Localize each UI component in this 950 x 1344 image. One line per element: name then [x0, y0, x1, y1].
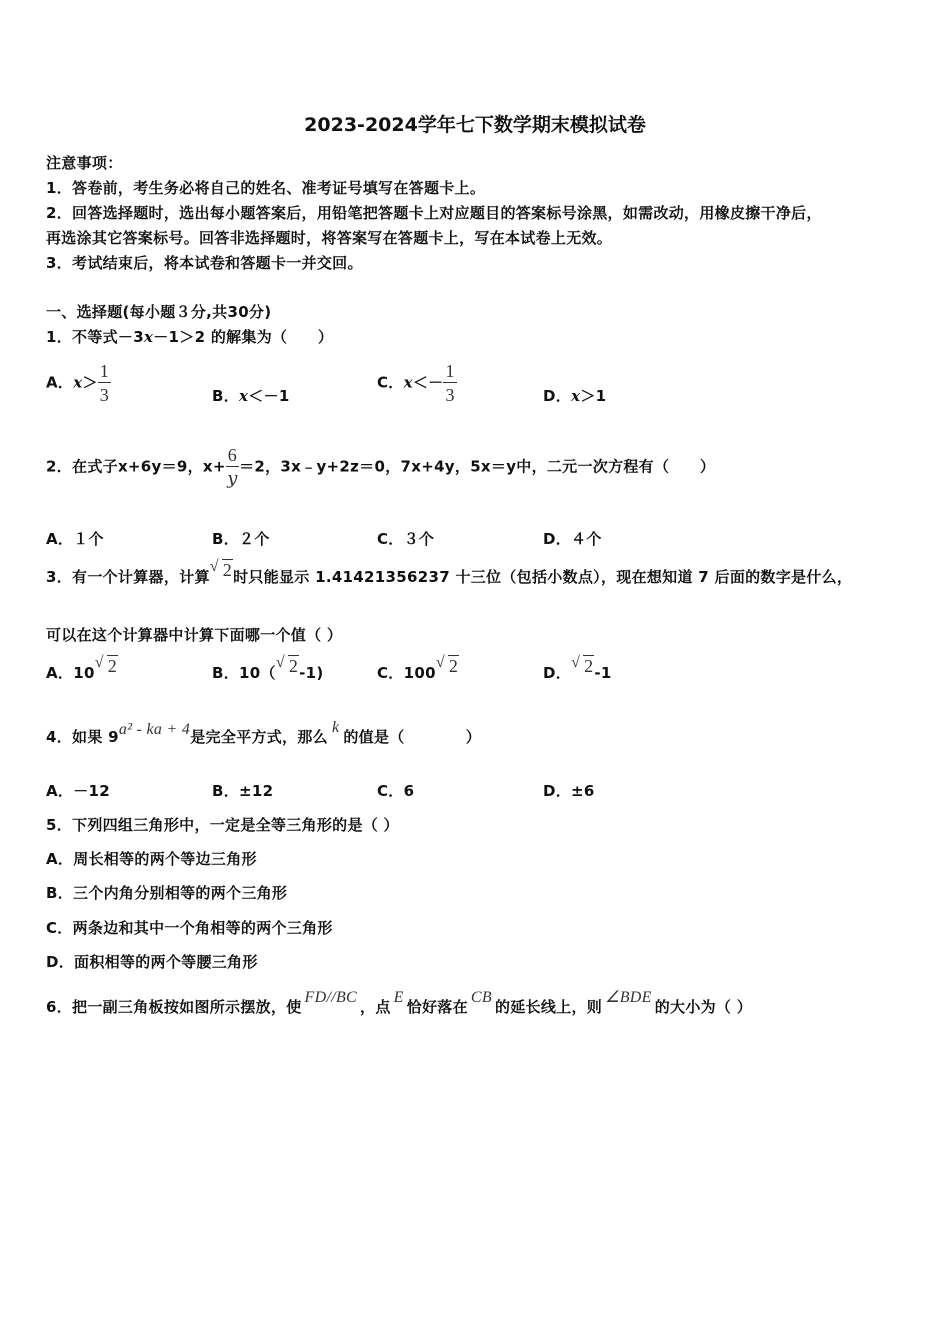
- question-5-option-c[interactable]: C．两条边和其中一个角相等的两个三角形: [46, 919, 333, 937]
- question-4-option-c[interactable]: C．6: [377, 782, 415, 800]
- question-3-option-b[interactable]: B．10（ √ 2-1): [212, 654, 324, 682]
- question-4-option-d[interactable]: D．±6: [543, 782, 595, 800]
- question-2-option-b[interactable]: B．２个: [212, 530, 270, 548]
- question-3-option-c[interactable]: C．100 √ 2: [377, 654, 459, 682]
- question-4-option-a[interactable]: A．－12: [46, 782, 110, 800]
- question-1-option-d[interactable]: D．x＞1: [543, 387, 607, 405]
- question-1-option-c[interactable]: C．x＜－ $\frac{1}{3}$: [377, 361, 455, 405]
- question-4-stem: 4．如果 9a² - ka + 4是完全平方式，那么k的值是（ ）: [46, 719, 482, 746]
- question-1-option-b[interactable]: B．x＜－1: [212, 387, 290, 405]
- page-title: 2023-2024学年七下数学期末模拟试卷: [304, 114, 646, 136]
- question-1-option-a[interactable]: A．x＞ $\frac{1}{3}$: [46, 361, 110, 405]
- question-6-stem: 6．把一副三角板按如图所示摆放，使FD//BC，点E恰好落在CB的延长线上，则∠BDE的大小为（ ）: [46, 989, 753, 1016]
- question-2-option-c[interactable]: C．３个: [377, 530, 435, 548]
- question-5-option-a[interactable]: A．周长相等的两个等边三角形: [46, 850, 257, 868]
- question-3-option-a[interactable]: A．10 √ 2: [46, 654, 117, 682]
- section-heading: 一、选择题(每小题３分,共30分): [46, 303, 272, 321]
- question-3-option-d[interactable]: D． √ 2-1: [543, 654, 612, 682]
- question-5-option-b[interactable]: B．三个内角分别相等的两个三角形: [46, 884, 288, 902]
- notice-item-3: 3．考试结束后，将本试卷和答题卡一并交回。: [46, 254, 363, 272]
- question-5-stem: 5．下列四组三角形中，一定是全等三角形的是（ ）: [46, 816, 399, 834]
- notice-item-2-cont: 再选涂其它答案标号。回答非选择题时，将答案写在答题卡上，写在本试卷上无效。: [46, 229, 613, 247]
- question-2-stem: 2．在式子x+6y＝9，x+ $\frac{6}{y}$ ＝2，3x﹣y+2z＝0，7x+4y，5x＝y中，二元一次方程有（ ）: [46, 445, 716, 489]
- notice-heading: 注意事项：: [46, 154, 123, 172]
- question-1-stem: 1．不等式－3x－1＞2 的解集为（ ）: [46, 328, 334, 346]
- question-4-option-b[interactable]: B．±12: [212, 782, 274, 800]
- notice-item-2: 2．回答选择题时，选出每小题答案后，用铅笔把答题卡上对应题目的答案标号涂黑，如需改动，用橡皮擦干净后，: [46, 204, 822, 222]
- question-3-stem-cont: 可以在这个计算器中计算下面哪一个值（ ）: [46, 626, 343, 644]
- question-2-option-a[interactable]: A．１个: [46, 530, 104, 548]
- question-3-stem: 3．有一个计算器，计算 √ 2时只能显示 1.41421356237 十三位（包括小数点），现在想知道 7 后面的数字是什么，: [46, 558, 853, 586]
- question-5-option-d[interactable]: D．面积相等的两个等腰三角形: [46, 953, 258, 971]
- notice-item-1: 1．答卷前，考生务必将自己的姓名、准考证号填写在答题卡上。: [46, 179, 486, 197]
- question-2-option-d[interactable]: D．４个: [543, 530, 602, 548]
